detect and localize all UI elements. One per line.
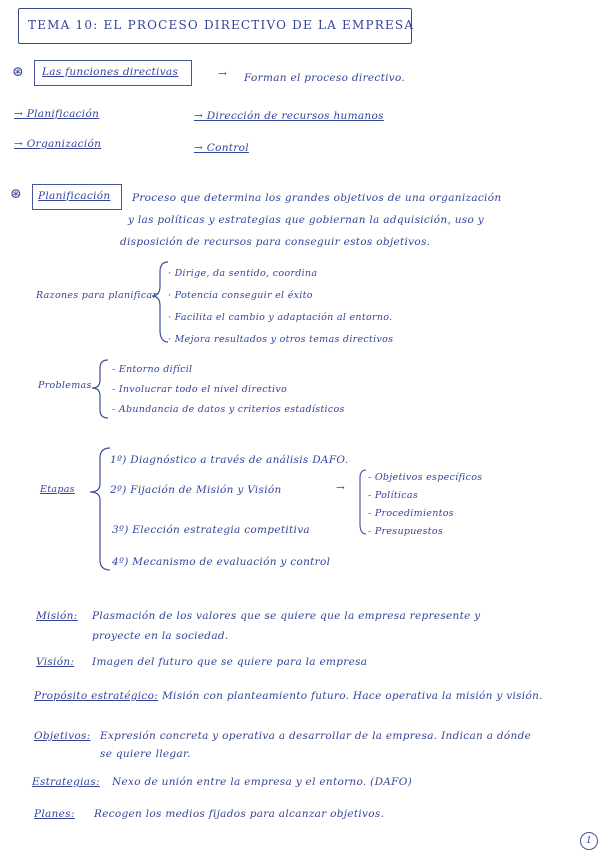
razones-label: Razones para planificar	[36, 290, 158, 301]
section1-result: Forman el proceso directivo.	[244, 72, 406, 84]
brace-icon	[152, 262, 168, 342]
section1-heading: Las funciones directivas	[42, 66, 179, 78]
page-number: 1	[580, 832, 598, 850]
brace-icon	[92, 360, 108, 418]
list-item: 4º) Mecanismo de evaluación y control	[112, 556, 331, 568]
list-item: · Potencia conseguir el éxito	[168, 290, 313, 301]
list-item: - Entorno difícil	[112, 364, 193, 375]
term-text: Misión con planteamiento futuro. Hace operativa la misión y visión.	[162, 690, 543, 702]
list-item: - Presupuestos	[368, 526, 444, 537]
term: Estrategias:	[32, 776, 100, 788]
list-item: · Mejora resultados y otros temas directivos	[168, 334, 394, 345]
term: Planes:	[34, 808, 75, 820]
list-item: · Dirige, da sentido, coordina	[168, 268, 318, 279]
list-item: · Facilita el cambio y adaptación al entorno.	[168, 312, 393, 323]
arrow-icon: →	[218, 68, 228, 80]
list-item: 3º) Elección estrategia competitiva	[112, 524, 310, 536]
bullet-icon: ⊛	[12, 64, 25, 80]
term-text: Recogen los medios fijados para alcanzar objetivos.	[94, 808, 385, 820]
definition-line: Proceso que determina los grandes objetivos de una organización	[132, 192, 502, 204]
term: Objetivos:	[34, 730, 91, 742]
list-item: - Procedimientos	[368, 508, 454, 519]
bullet-icon: ⊛	[10, 186, 23, 202]
list-item: → Organización	[14, 138, 102, 150]
term: Visión:	[36, 656, 75, 668]
term-text: proyecte en la sociedad.	[92, 630, 229, 642]
term-text: Plasmación de los valores que se quiere que la empresa represente y	[92, 610, 481, 622]
term-text: se quiere llegar.	[100, 748, 191, 760]
section2-heading: Planificación	[38, 190, 111, 202]
term: Propósito estratégico:	[34, 690, 159, 702]
list-item: → Planificación	[14, 108, 100, 120]
definition-line: disposición de recursos para conseguir estos objetivos.	[120, 236, 431, 248]
list-item: - Abundancia de datos y criterios estadísticos	[112, 404, 345, 415]
list-item: - Objetivos específicos	[368, 472, 483, 483]
page-title: TEMA 10: EL PROCESO DIRECTIVO DE LA EMPRESA	[28, 18, 415, 32]
brace-icon	[360, 470, 366, 534]
term-text: Imagen del futuro que se quiere para la empresa	[92, 656, 368, 668]
term-text: Expresión concreta y operativa a desarrollar de la empresa. Indican a dónde	[100, 730, 532, 742]
list-item: - Involucrar todo el nivel directivo	[112, 384, 288, 395]
brace-icon	[90, 448, 110, 570]
list-item: - Políticas	[368, 490, 419, 501]
list-item: → Dirección de recursos humanos	[194, 110, 384, 122]
list-item: → Control	[194, 142, 249, 154]
list-item: 1º) Diagnóstico a través de análisis DAFO.	[110, 454, 349, 466]
definition-line: y las políticas y estrategias que gobiernan la adquisición, uso y	[128, 214, 484, 226]
problemas-label: Problemas	[38, 380, 92, 391]
etapas-label: Etapas	[40, 484, 75, 495]
term: Misión:	[36, 610, 78, 622]
term-text: Nexo de unión entre la empresa y el entorno. (DAFO)	[112, 776, 413, 788]
list-item: 2º) Fijación de Misión y Visión	[110, 484, 282, 496]
arrow-icon: →	[336, 482, 346, 494]
